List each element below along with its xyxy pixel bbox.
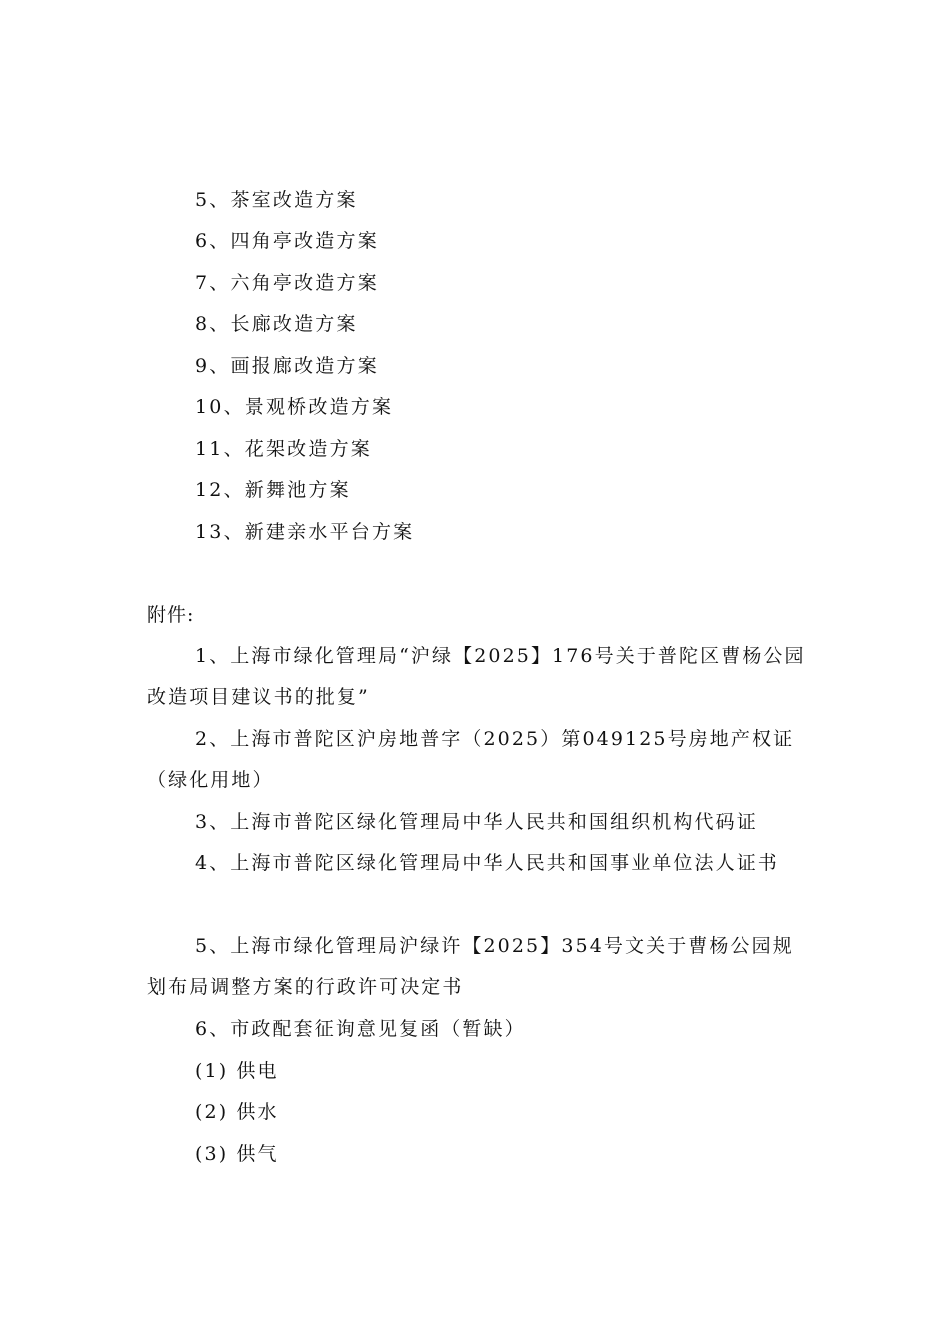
- attachment-sub-item: (1) 供电: [195, 1060, 279, 1082]
- list-item: 12、新舞池方案: [195, 479, 351, 501]
- attachment-sub-item: (3) 供气: [195, 1143, 279, 1165]
- attachment-item: 6、市政配套征询意见复函（暂缺）: [195, 1018, 526, 1040]
- list-item: 8、长廊改造方案: [195, 313, 358, 335]
- attachment-item: 1、上海市绿化管理局“沪绿【2025】176号关于普陀区曹杨公园改造项目建议书的批复”: [147, 645, 806, 708]
- attachment-sub-item: (2) 供水: [195, 1101, 279, 1123]
- attachment-item: 3、上海市普陀区绿化管理局中华人民共和国组织机构代码证: [195, 811, 758, 833]
- list-item: 7、六角亭改造方案: [195, 272, 379, 294]
- attachment-item: 4、上海市普陀区绿化管理局中华人民共和国事业单位法人证书: [195, 852, 779, 874]
- list-item: 5、茶室改造方案: [195, 189, 358, 211]
- attachment-item: 5、上海市绿化管理局沪绿许【2025】354号文关于曹杨公园规划布局调整方案的行政许可决定书: [147, 935, 794, 998]
- list-item: 11、花架改造方案: [195, 438, 372, 460]
- attachments-heading: 附件:: [147, 604, 195, 626]
- attachment-item: 2、上海市普陀区沪房地普字（2025）第049125号房地产权证（绿化用地）: [147, 728, 795, 791]
- list-item: 13、新建亲水平台方案: [195, 521, 415, 543]
- list-item: 6、四角亭改造方案: [195, 230, 379, 252]
- list-item: 10、景观桥改造方案: [195, 396, 394, 418]
- list-item: 9、画报廊改造方案: [195, 355, 379, 377]
